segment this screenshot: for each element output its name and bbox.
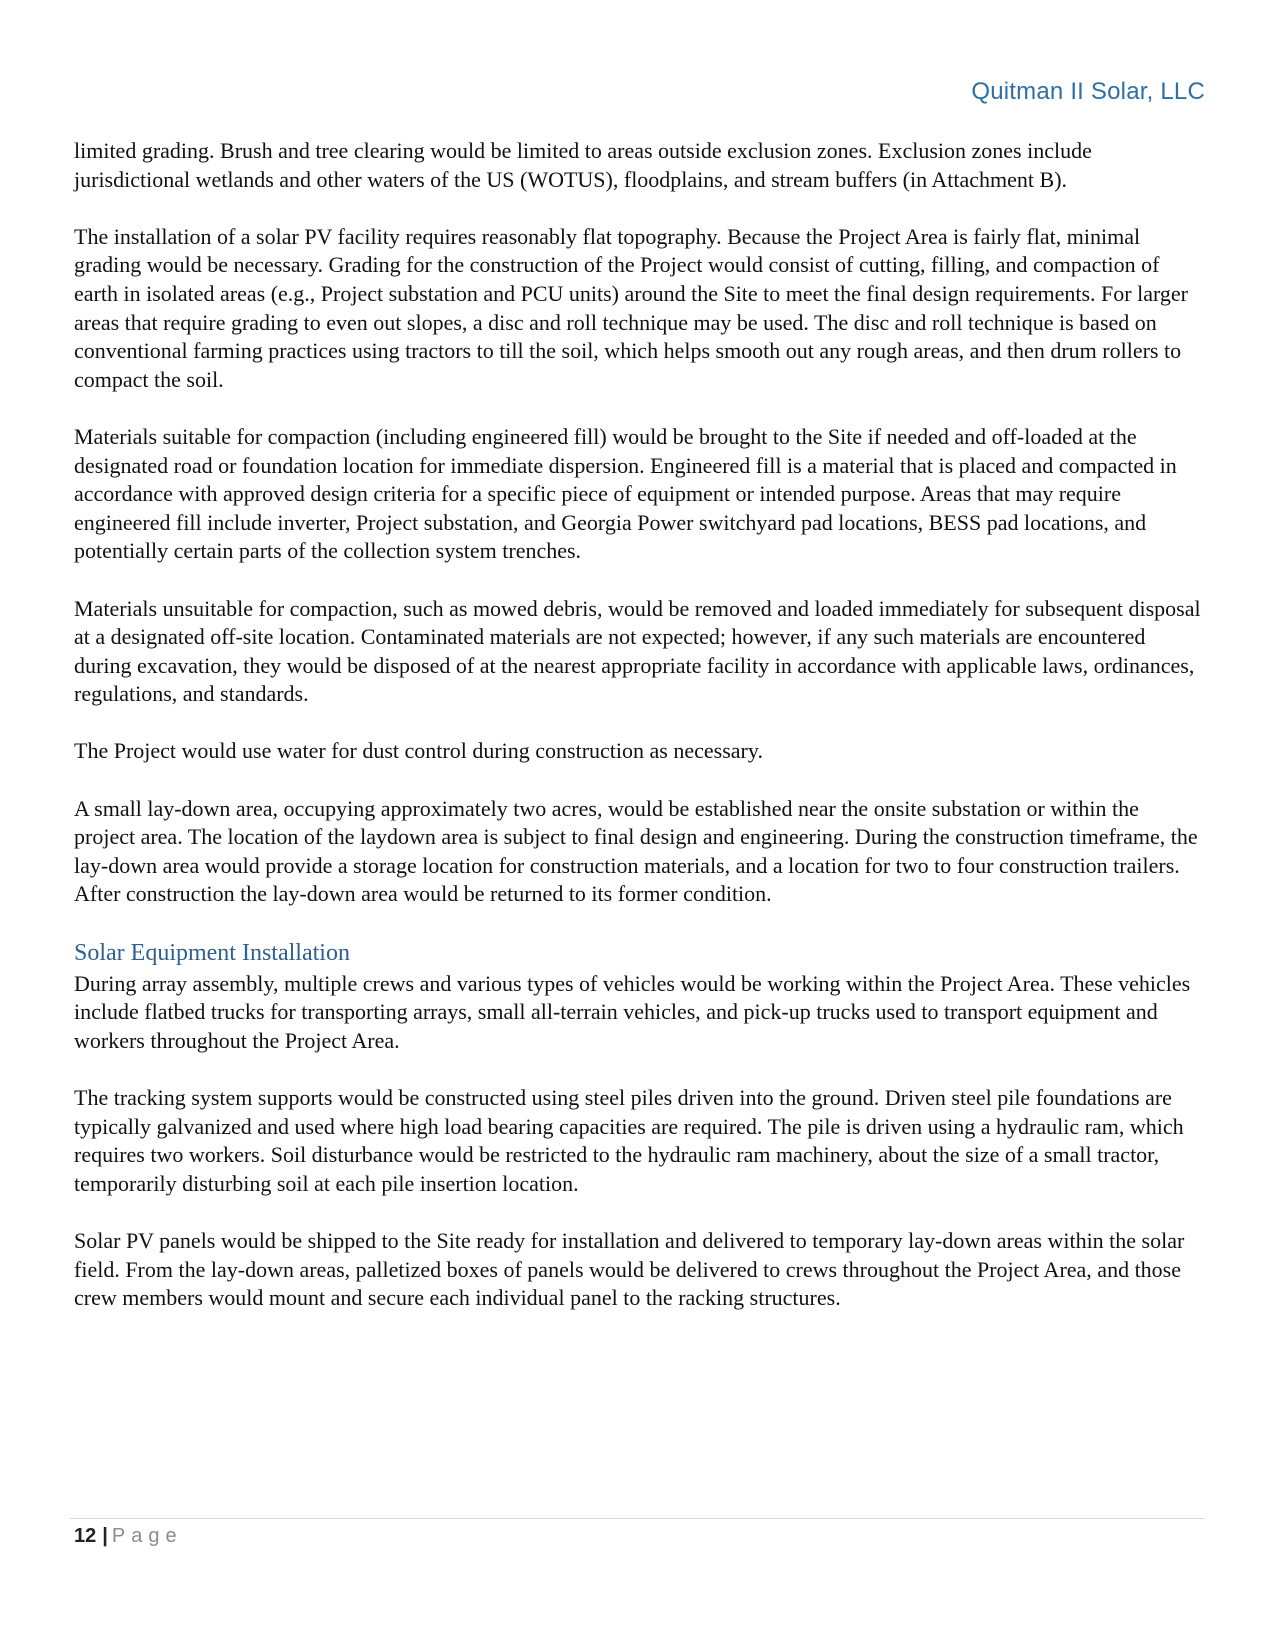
footer-divider <box>70 1518 1205 1519</box>
body-paragraph: A small lay-down area, occupying approximately two acres, would be established near the onsite substation or within the project area. The location of the laydown area is subject to final design and engineering. During the construction timeframe, the lay-down area would provide a storage location for construction materials, and a location for two to four construction trailers. After construction the lay-down area would be returned to its former condition. <box>74 795 1198 907</box>
page-content <box>74 137 1204 1313</box>
footer-separator: | <box>102 1525 108 1547</box>
body-paragraph: The Project would use water for dust control during construction as necessary. <box>74 738 763 764</box>
section-heading: Solar Equipment Installation <box>74 939 350 966</box>
body-paragraph: The tracking system supports would be constructed using steel piles driven into the ground. Driven steel pile foundations are typically galvanized and used where high load bearing capacities are required. The pile is driven using a hydraulic ram, which requires two workers. Soil disturbance would be restricted to the hydraulic ram machinery, about the size of a small tractor, temporarily disturbing soil at each pile insertion location. <box>74 1085 1184 1196</box>
body-paragraph: limited grading. Brush and tree clearing would be limited to areas outside exclusion zones. Exclusion zones include jurisdictional wetlands and other waters of the US (WOTUS), floodplains, and stream buffers (in Attachment B). <box>74 138 1092 192</box>
page-footer <box>74 1525 183 1548</box>
body-paragraph: Materials suitable for compaction (including engineered fill) would be brought to the Site if needed and off-loaded at the designated road or foundation location for immediate dispersion. Engineered fill is a material that is placed and compacted in accordance with approved design criteria for a specific piece of equipment or intended purpose. Areas that may require engineered fill include inverter, Project substation, and Georgia Power switchyard pad locations, BESS pad locations, and potentially certain parts of the collection system trenches. <box>74 423 1177 564</box>
page-number: 12 <box>74 1525 97 1547</box>
page-label: Page <box>111 1525 183 1547</box>
body-paragraph: The installation of a solar PV facility requires reasonably flat topography. Because the Project Area is fairly flat, minimal grading would be necessary. Grading for the construction of the Project would consist of cutting, filling, and compaction of earth in isolated areas (e.g., Project substation and PCU units) around the Site to meet the final design requirements. For larger areas that require grading to even out slopes, a disc and roll technique may be used. The disc and roll technique is based on conventional farming practices using tractors to till the soil, which helps smooth out any rough areas, and then drum rollers to compact the soil. <box>74 223 1188 392</box>
body-paragraph: Solar PV panels would be shipped to the Site ready for installation and delivered to temporary lay-down areas within the solar field. From the lay-down areas, palletized boxes of panels would be delivered to crews throughout the Project Area, and those crew members would mount and secure each individual panel to the racking structures. <box>74 1227 1185 1311</box>
document-header-title: Quitman II Solar, LLC <box>971 78 1205 105</box>
body-paragraph: Materials unsuitable for compaction, such as mowed debris, would be removed and loaded immediately for subsequent disposal at a designated off-site location. Contaminated materials are not expected; however, if any such materials are encountered during excavation, they would be disposed of at the nearest appropriate facility in accordance with applicable laws, ordinances, regulations, and standards. <box>74 595 1201 707</box>
body-paragraph: During array assembly, multiple crews and various types of vehicles would be working within the Project Area. These vehicles include flatbed trucks for transporting arrays, small all-terrain vehicles, and pick-up trucks used to transport equipment and workers throughout the Project Area. <box>74 970 1191 1053</box>
